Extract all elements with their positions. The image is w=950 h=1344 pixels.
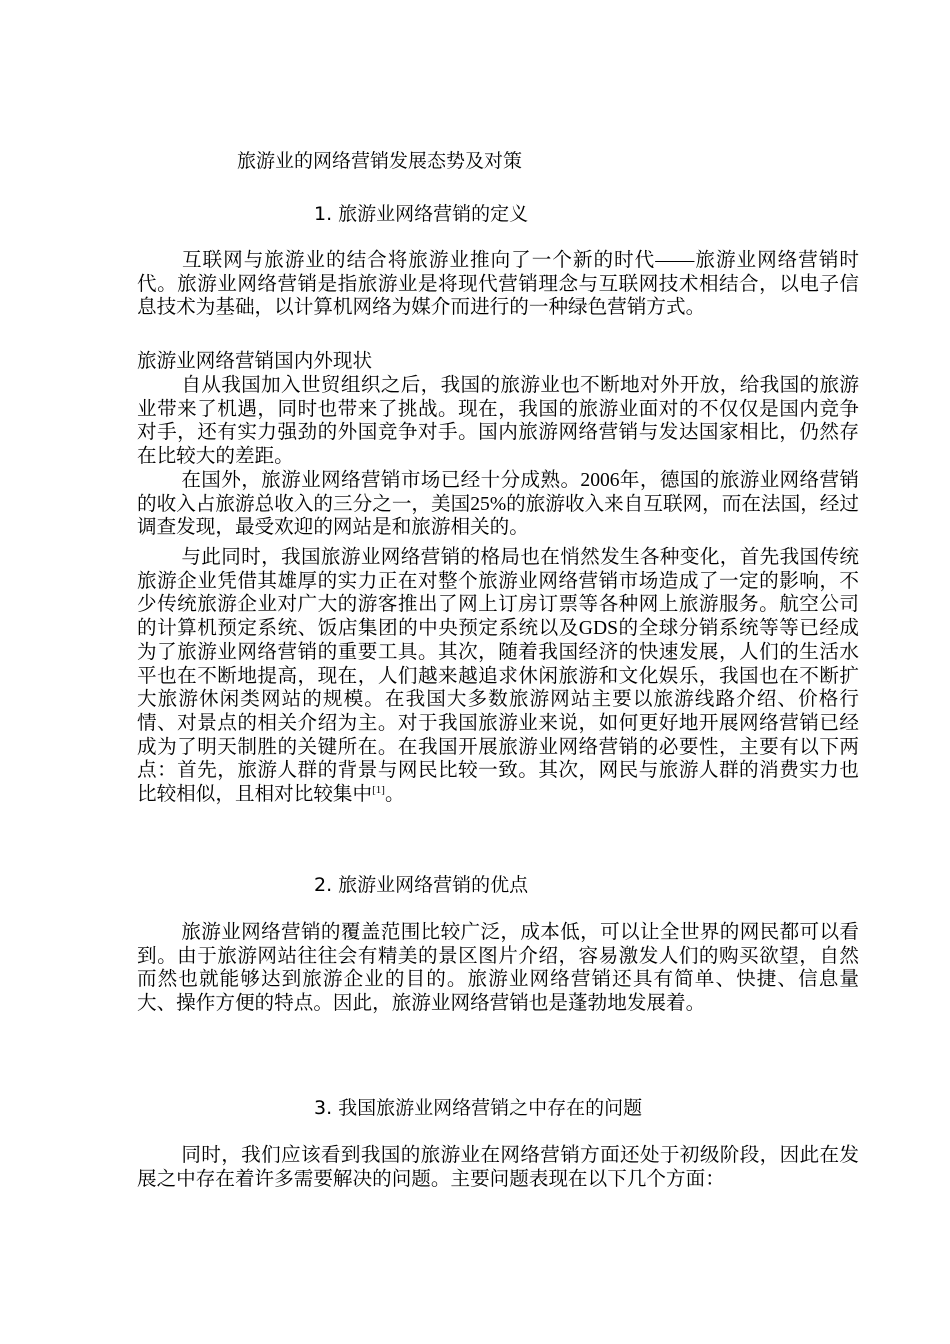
section-3-paragraph-1-text: 同时，我们应该看到我国的旅游业在网络营销方面还处于初级阶段，因此在发展之中存在着许多需要解决的问题。主要问题表现在以下几个方面：	[137, 1145, 859, 1190]
section-3-paragraph-1	[137, 1144, 859, 1191]
citation-marker: [1]	[372, 784, 385, 797]
section-3-heading: 3. 我国旅游业网络营销之中存在的问题	[314, 1097, 643, 1119]
section-1-heading: 1. 旅游业网络营销的定义	[314, 203, 529, 225]
section-1-sub-paragraph-1-text: 自从我国加入世贸组织之后，我国的旅游业也不断地对外开放，给我国的旅游业带来了机遇，同时也带来了挑战。现在，我国的旅游业面对的不仅仅是国内竞争对手，还有实力强劲的外国竞争对手。国内旅游网络营销与发达国家相比，仍然存在比较大的差距。	[137, 375, 859, 468]
section-1-sub-paragraph-2	[137, 469, 859, 540]
section-1-sub-paragraph-2-text: 在国外，旅游业网络营销市场已经十分成熟。2006年，德国的旅游业网络营销的收入占旅游总收入的三分之一，美国25%的旅游收入来自互联网，而在法国，经过调查发现，最受欢迎的网站是和旅游相关的。	[137, 470, 859, 539]
citation-tail: 。	[384, 784, 405, 806]
section-1-subheading: 旅游业网络营销国内外现状	[137, 351, 373, 372]
section-2-paragraph-1	[137, 921, 859, 1016]
section-2-heading: 2. 旅游业网络营销的优点	[314, 874, 529, 896]
section-1-paragraph-1-text: 互联网与旅游业的结合将旅游业推向了一个新的时代——旅游业网络营销时代。旅游业网络营销是指旅游业是将现代营销理念与互联网技术相结合，以电子信息技术为基础，以计算机网络为媒介而进行的一种绿色营销方式。	[137, 250, 859, 319]
document-title: 旅游业的网络营销发展态势及对策	[237, 150, 523, 172]
section-1-sub-paragraph-3	[137, 546, 859, 807]
section-1-paragraph-1	[137, 249, 859, 320]
section-1-sub-paragraph-3-text: 与此同时，我国旅游业网络营销的格局也在悄然发生各种变化，首先我国传统旅游企业凭借其雄厚的实力正在对整个旅游业网络营销市场造成了一定的影响，不少传统旅游企业对广大的游客推出了网上订房订票等各种网上旅游服务。航空公司的计算机预定系统、饭店集团的中央预定系统以及GDS的全球分销系统等等已经成为了旅游业网络营销的重要工具。其次，随着我国经济的快速发展，人们的生活水平也在不断地提高，现在，人们越来越追求休闲旅游和文化娱乐，我国也在不断扩大旅游休闲类网站的规模。在我国大多数旅游网站主要以旅游线路介绍、价格行情、对景点的相关介绍为主。对于我国旅游业来说，如何更好地开展网络营销已经成为了明天制胜的关键所在。在我国开展旅游业网络营销的必要性，主要有以下两点：首先，旅游人群的背景与网民比较一致。其次，网民与旅游人群的消费实力也比较相似，且相对比较集中	[137, 547, 859, 806]
section-1-sub-paragraph-1	[137, 374, 859, 469]
section-2-paragraph-1-text: 旅游业网络营销的覆盖范围比较广泛，成本低，可以让全世界的网民都可以看到。由于旅游网站往往会有精美的景区图片介绍，容易激发人们的购买欲望，自然而然也就能够达到旅游企业的目的。旅游业网络营销还具有简单、快捷、信息量大、操作方便的特点。因此，旅游业网络营销也是蓬勃地发展着。	[137, 922, 859, 1015]
